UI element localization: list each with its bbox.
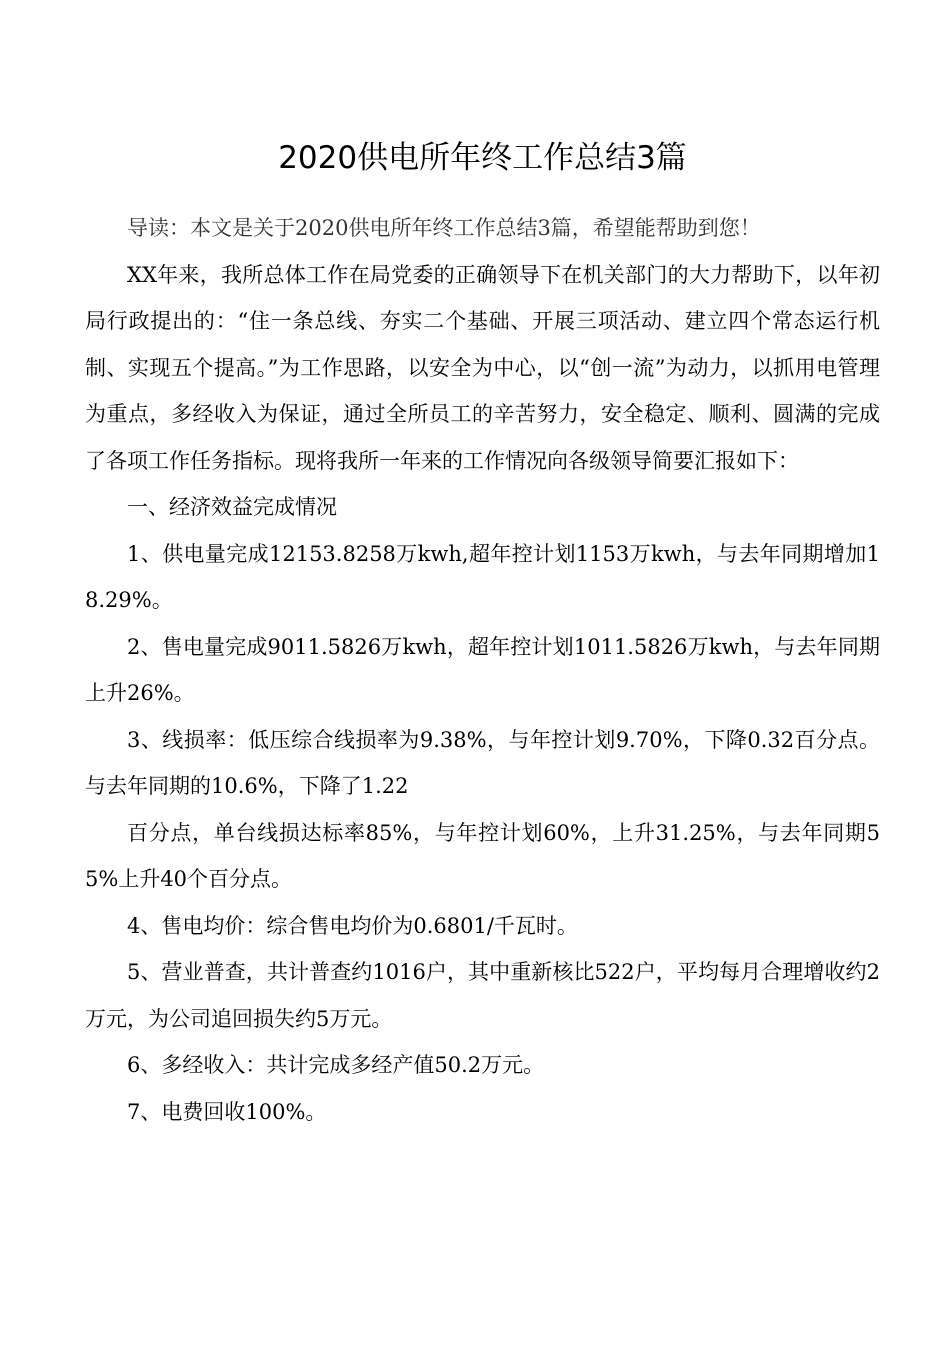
paragraph-item-7: 7、电费回收100%。: [127, 1099, 327, 1124]
paragraph-intro: XX年来，我所总体工作在局党委的正确领导下在机关部门的大力帮助下，以年初局行政提出的：“住一条总线、夯实二个基础、开展三项活动、建立四个常态运行机制、实现五个提高。”为工作思路，以安全为中心，以“创一流”为动力，以抓用电管理为重点，多经收入为保证，通过全所员工的辛苦努力，安全稳定、顺利、圆满的完成了各项工作任务指标。现将我所一年来的工作情况向各级领导简要汇报如下：: [85, 262, 880, 473]
paragraph-item-2: 2、售电量完成9011.5826万kwh，超年控计划1011.5826万kwh，与去年同期上升26%。: [85, 634, 880, 705]
section-heading: 一、经济效益完成情况: [127, 495, 337, 519]
paragraph-item-4: 4、售电均价：综合售电均价为0.6801/千瓦时。: [127, 913, 578, 938]
lead-paragraph: 导读：本文是关于2020供电所年终工作总结3篇，希望能帮助到您！: [127, 216, 761, 240]
paragraph-item-3-continued: 百分点，单台线损达标率85%，与年控计划60%，上升31.25%，与去年同期55%上升40个百分点。: [85, 820, 880, 891]
paragraph-item-3: 3、线损率：低压综合线损率为9.38%，与年控计划9.70%，下降0.32百分点。与去年同期的10.6%，下降了1.22: [85, 727, 880, 798]
paragraph-item-5: 5、营业普查，共计普查约1016户，其中重新核比522户，平均每月合理增收约2万元，为公司追回损失约5万元。: [85, 960, 880, 1031]
paragraph-item-1: 1、供电量完成12153.8258万kwh,超年控计划1153万kwh，与去年同期增加18.29%。: [85, 541, 880, 612]
paragraph-item-6: 6、多经收入：共计完成多经产值50.2万元。: [127, 1053, 545, 1077]
document-title: 2020供电所年终工作总结3篇: [278, 140, 687, 176]
document-body: [85, 205, 880, 1135]
